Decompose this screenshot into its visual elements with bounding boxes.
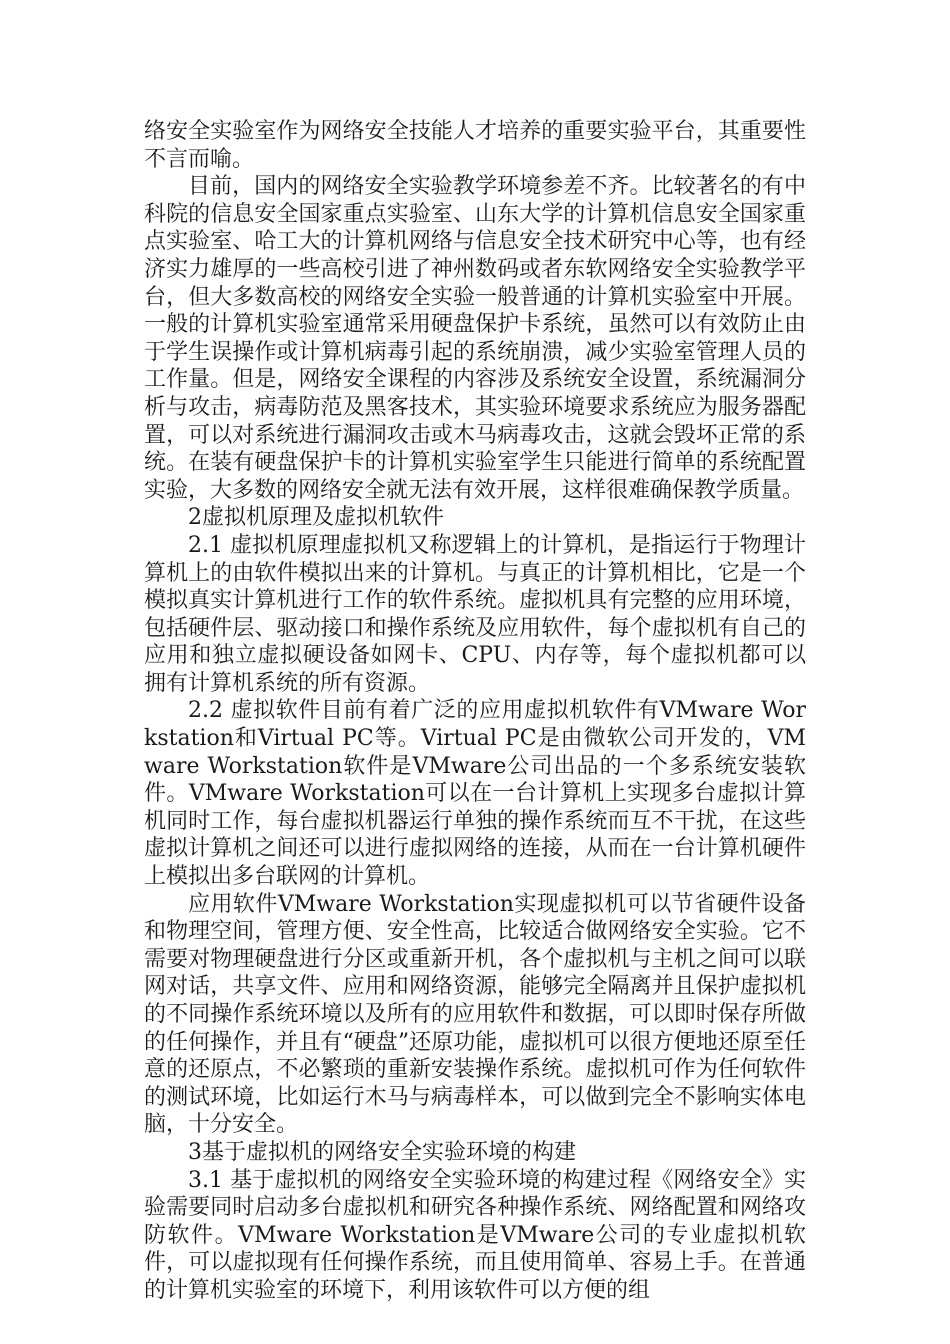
document-page: [144, 118, 806, 1305]
paragraph-3-1-construction: 3.1 基于虚拟机的网络安全实验环境的构建过程《网络安全》实验需要同时启动多台虚拟机和研究各种操作系统、网络配置和网络攻防软件。VMware Workstation是VMware公司的专业虚拟机软件，可以虚拟现有任何操作系统，而且使用简单、容易上手。在普通的计算机实验室的环境下，利用该软件可以方便的组: [144, 1167, 806, 1303]
section-heading-3: 3基于虚拟机的网络安全实验环境的构建: [188, 1139, 576, 1165]
paragraph-2-1-vm-principle: 2.1 虚拟机原理虚拟机又称逻辑上的计算机，是指运行于物理计算机上的由软件模拟出来的计算机。与真正的计算机相比，它是一个模拟真实计算机进行工作的软件系统。虚拟机具有完整的应用环境，包括硬件层、驱动接口和操作系统及应用软件，每个虚拟机有自己的应用和独立虚拟硬设备如网卡、CPU、内存等，每个虚拟机都可以拥有计算机系统的所有资源。: [144, 532, 806, 696]
paragraph-vmware-advantages: 应用软件VMware Workstation实现虚拟机可以节省硬件设备和物理空间，管理方便、安全性高，比较适合做网络安全实验。它不需要对物理硬盘进行分区或重新开机，各个虚拟机与主机之间可以联网对话，共享文件、应用和网络资源，能够完全隔离并且保护虚拟机的不同操作系统环境以及所有的应用软件和数据，可以即时保存所做的任何操作，并且有“硬盘”还原功能，虚拟机可以很方便地还原至任意的还原点，不必繁琐的重新安装操作系统。虚拟机可作为任何软件的测试环境，比如运行木马与病毒样本，可以做到完全不影响实体电脑，十分安全。: [144, 891, 806, 1138]
paragraph-intro-continuation: 络安全实验室作为网络安全技能人才培养的重要实验平台，其重要性不言而喻。: [144, 119, 806, 172]
section-heading-2: 2虚拟机原理及虚拟机软件: [188, 505, 444, 531]
paragraph-current-situation: 目前，国内的网络安全实验教学环境参差不齐。比较著名的有中科院的信息安全国家重点实验室、山东大学的计算机信息安全国家重点实验室、哈工大的计算机网络与信息安全技术研究中心等，也有经济实力雄厚的一些高校引进了神州数码或者东软网络安全实验教学平台，但大多数高校的网络安全实验一般普通的计算机实验室中开展。一般的计算机实验室通常采用硬盘保护卡系统，虽然可以有效防止由于学生误操作或计算机病毒引起的系统崩溃，减少实验室管理人员的工作量。但是，网络安全课程的内容涉及系统安全设置，系统漏洞分析与攻击，病毒防范及黑客技术，其实验环境要求系统应为服务器配置，可以对系统进行漏洞攻击或木马病毒攻击，这就会毁坏正常的系统。在装有硬盘保护卡的计算机实验室学生只能进行简单的系统配置实验，大多数的网络安全就无法有效开展，这样很难确保教学质量。: [144, 174, 806, 503]
paragraph-2-2-vm-software: 2.2 虚拟软件目前有着广泛的应用虚拟机软件有VMware Workstation和Virtual PC等。Virtual PC是由微软公司开发的，VMware Workstation软件是VMware公司出品的一个多系统安装软件。VMware Workstation可以在一台计算机上实现多台虚拟计算机同时工作，每台虚拟机器运行单独的操作系统而互不干扰，在这些虚拟计算机之间还可以进行虚拟网络的连接，从而在一台计算机硬件上模拟出多台联网的计算机。: [144, 698, 806, 890]
